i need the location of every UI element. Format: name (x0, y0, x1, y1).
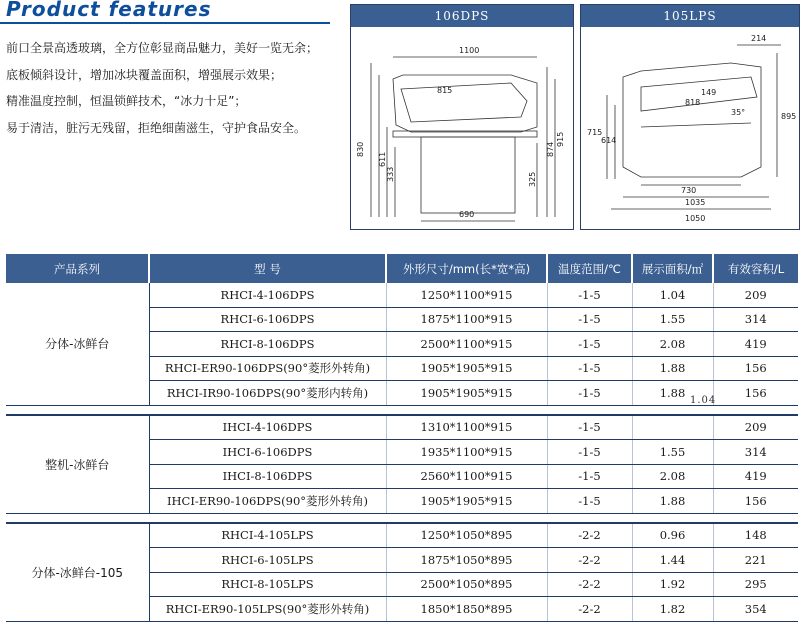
table-body (6, 283, 798, 621)
area-cell: 1.82 (632, 597, 713, 622)
area-cell: 0.96 (632, 523, 713, 548)
feature-item: 前口全景高透玻璃，全方位彰显商品魅力，美好一览无余； (6, 41, 319, 55)
spec-table (6, 254, 798, 622)
title-underline (0, 22, 330, 24)
area-cell: 1.88 (632, 489, 713, 514)
dimension-cell: 2500*1100*915 (386, 332, 547, 357)
feature-list (6, 40, 336, 146)
volume-cell: 148 (713, 523, 798, 548)
dim-h874: 874 (546, 141, 555, 157)
area-cell: 1.55 (632, 440, 713, 465)
dimension-cell: 1310*1100*915 (386, 415, 547, 440)
table-header-row (6, 254, 798, 283)
header-volume: 有效容积/L (713, 254, 798, 283)
model-cell: RHCI-6-105LPS (149, 548, 386, 573)
header-dimensions: 外形尺寸/mm(长*宽*高) (386, 254, 547, 283)
temperature-cell: -1-5 (547, 307, 632, 332)
model-cell: IHCI-6-106DPS (149, 440, 386, 465)
volume-cell: 314 (713, 307, 798, 332)
dimension-cell: 1250*1100*915 (386, 283, 547, 307)
temperature-cell: -2-2 (547, 572, 632, 597)
temperature-cell: -1-5 (547, 489, 632, 514)
temperature-cell: -1-5 (547, 381, 632, 406)
diagram-105lps-label: 105LPS (581, 5, 799, 27)
dimension-cell: 2560*1100*915 (386, 464, 547, 489)
volume-cell: 314 (713, 440, 798, 465)
dimension-cell: 1875*1050*895 (386, 548, 547, 573)
area-cell: 1.55 (632, 307, 713, 332)
dim-angle: 35° (731, 108, 746, 117)
volume-cell: 156 (713, 381, 798, 406)
table-row (6, 283, 798, 307)
model-cell: RHCI-6-106DPS (149, 307, 386, 332)
model-cell: RHCI-ER90-105LPS(90°菱形外转角) (149, 597, 386, 622)
temperature-cell: -1-5 (547, 356, 632, 381)
series-cell: 分体-冰鲜台 (6, 283, 149, 405)
header-series: 产品系列 (6, 254, 149, 283)
header-temperature: 温度范围/℃ (547, 254, 632, 283)
area-cell: 2.08 (632, 464, 713, 489)
dimension-cell: 1935*1100*915 (386, 440, 547, 465)
dim-d149: 149 (701, 88, 717, 97)
temperature-cell: -1-5 (547, 415, 632, 440)
dim-h830: 830 (356, 141, 365, 157)
model-cell: RHCI-4-105LPS (149, 523, 386, 548)
temperature-cell: -1-5 (547, 464, 632, 489)
series-cell: 整机-冰鲜台 (6, 415, 149, 514)
series-cell: 分体-冰鲜台-105 (6, 523, 149, 622)
dimension-cell: 1875*1100*915 (386, 307, 547, 332)
dimension-cell: 1905*1905*915 (386, 381, 547, 406)
volume-cell: 209 (713, 415, 798, 440)
area-cell: 1.88 (632, 356, 713, 381)
separator-cell (6, 513, 798, 523)
feature-item: 易于清洁，脏污无残留，拒绝细菌滋生，守护食品安全。 (6, 120, 307, 135)
volume-cell: 354 (713, 597, 798, 622)
feature-item: 精准温度控制，恒温锁鲜技术，“冰力十足”； (6, 94, 247, 108)
dim-h895: 895 (781, 112, 797, 121)
page-title: Product features (6, 0, 212, 21)
model-cell: IHCI-ER90-106DPS(90°菱形外转角) (149, 489, 386, 514)
model-cell: RHCI-8-105LPS (149, 572, 386, 597)
diagram-105lps-drawing (581, 27, 799, 229)
area-cell: 1.04 (632, 283, 713, 307)
model-cell: RHCI-IR90-106DPS(90°菱形内转角) (149, 381, 386, 406)
feature-item: 底板倾斜设计，增加冰块覆盖面积，增强展示效果； (6, 67, 283, 82)
dimension-cell: 1905*1905*915 (386, 489, 547, 514)
group-separator (6, 513, 798, 523)
dimension-cell: 1905*1905*915 (386, 356, 547, 381)
volume-cell: 295 (713, 572, 798, 597)
area-cell (632, 415, 713, 440)
dim-inner-depth: 815 (437, 86, 453, 95)
model-cell: RHCI-8-106DPS (149, 332, 386, 357)
separator-cell (6, 405, 798, 415)
dim-height-total: 915 (556, 131, 565, 147)
temperature-cell: -1-5 (547, 283, 632, 307)
header-display-area: 展示面积/㎡ (632, 254, 713, 283)
model-cell: IHCI-4-106DPS (149, 415, 386, 440)
volume-cell: 209 (713, 283, 798, 307)
dim-w1050: 1050 (685, 214, 706, 223)
area-cell: 1.44 (632, 548, 713, 573)
dim-d818: 818 (685, 98, 701, 107)
diagram-106dps-drawing (351, 27, 573, 229)
area-cell: 2.08 (632, 332, 713, 357)
diagram-106dps (350, 4, 574, 230)
dim-h715: 715 (587, 128, 603, 137)
header-model: 型 号 (149, 254, 386, 283)
dim-w730: 730 (681, 186, 697, 195)
volume-cell: 419 (713, 332, 798, 357)
group-separator (6, 405, 798, 415)
table-row (6, 523, 798, 548)
dim-h333: 333 (386, 166, 395, 182)
dimension-cell: 1250*1050*895 (386, 523, 547, 548)
temperature-cell: -1-5 (547, 332, 632, 357)
dim-width-top: 1100 (459, 46, 480, 55)
volume-cell: 419 (713, 464, 798, 489)
temperature-cell: -2-2 (547, 523, 632, 548)
volume-cell: 221 (713, 548, 798, 573)
temperature-cell: -1-5 (547, 440, 632, 465)
model-cell: RHCI-4-106DPS (149, 283, 386, 307)
title-bar (0, 0, 330, 22)
dimension-cell: 1850*1850*895 (386, 597, 547, 622)
volume-cell: 156 (713, 356, 798, 381)
temperature-cell: -2-2 (547, 548, 632, 573)
dim-top: 214 (751, 34, 767, 43)
area-cell: 1.92 (632, 572, 713, 597)
volume-cell: 156 (713, 489, 798, 514)
diagram-106dps-label: 106DPS (351, 5, 573, 27)
dim-h614: 614 (601, 136, 617, 145)
area-cell: 1.88 (632, 381, 713, 406)
stray-value: 1.04 (690, 395, 717, 406)
temperature-cell: -2-2 (547, 597, 632, 622)
dim-h325: 325 (528, 171, 537, 187)
model-cell: IHCI-8-106DPS (149, 464, 386, 489)
table-row (6, 415, 798, 440)
diagram-105lps (580, 4, 800, 230)
dim-w1035: 1035 (685, 198, 706, 207)
model-cell: RHCI-ER90-106DPS(90°菱形外转角) (149, 356, 386, 381)
dim-base-width: 690 (459, 210, 475, 219)
dimension-cell: 2500*1050*895 (386, 572, 547, 597)
dim-h611: 611 (378, 151, 387, 167)
